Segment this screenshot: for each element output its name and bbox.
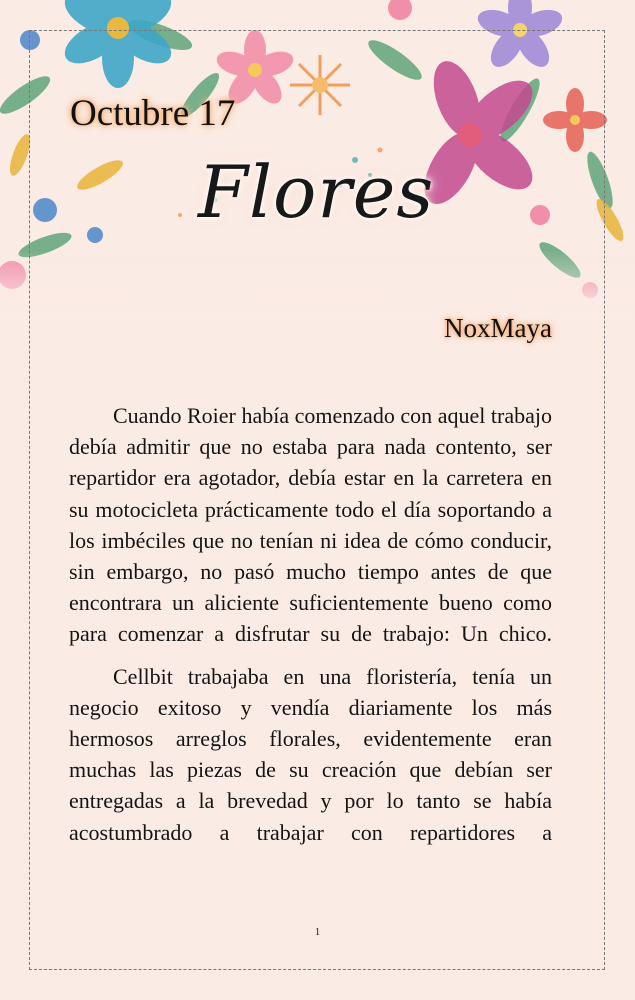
chapter-date: Octubre 17: [70, 93, 236, 134]
page-number: 1: [314, 926, 321, 938]
paragraph: Cuando Roier había comenzado con aquel trabajo debía admitir que no estaba para nada contento, ser repartidor era agotador, debía estar en la carretera en su motocicleta prácticamente todo el día soportando a los imbéciles que no tenían ni idea de cómo conducir, sin embargo, no pasó mucho tiempo antes de que encontrara un aliciente suficientemente bueno como para comenzar a disfrutar su de trabajo: Un chico.: [69, 403, 552, 647]
author-name: NoxMaya: [444, 313, 552, 343]
chapter-title: Flores: [198, 150, 435, 234]
paragraph: Cellbit trabajaba en una floristería, tenía un negocio exitoso y vendía diariamente los más hermosos arreglos florales, evidentemente eran muchas las piezas de su creación que debían ser entregadas a la brevedad y por lo tanto se había acostumbrado a trabajar con repartidores a: [69, 663, 552, 845]
story-body: [69, 400, 552, 859]
